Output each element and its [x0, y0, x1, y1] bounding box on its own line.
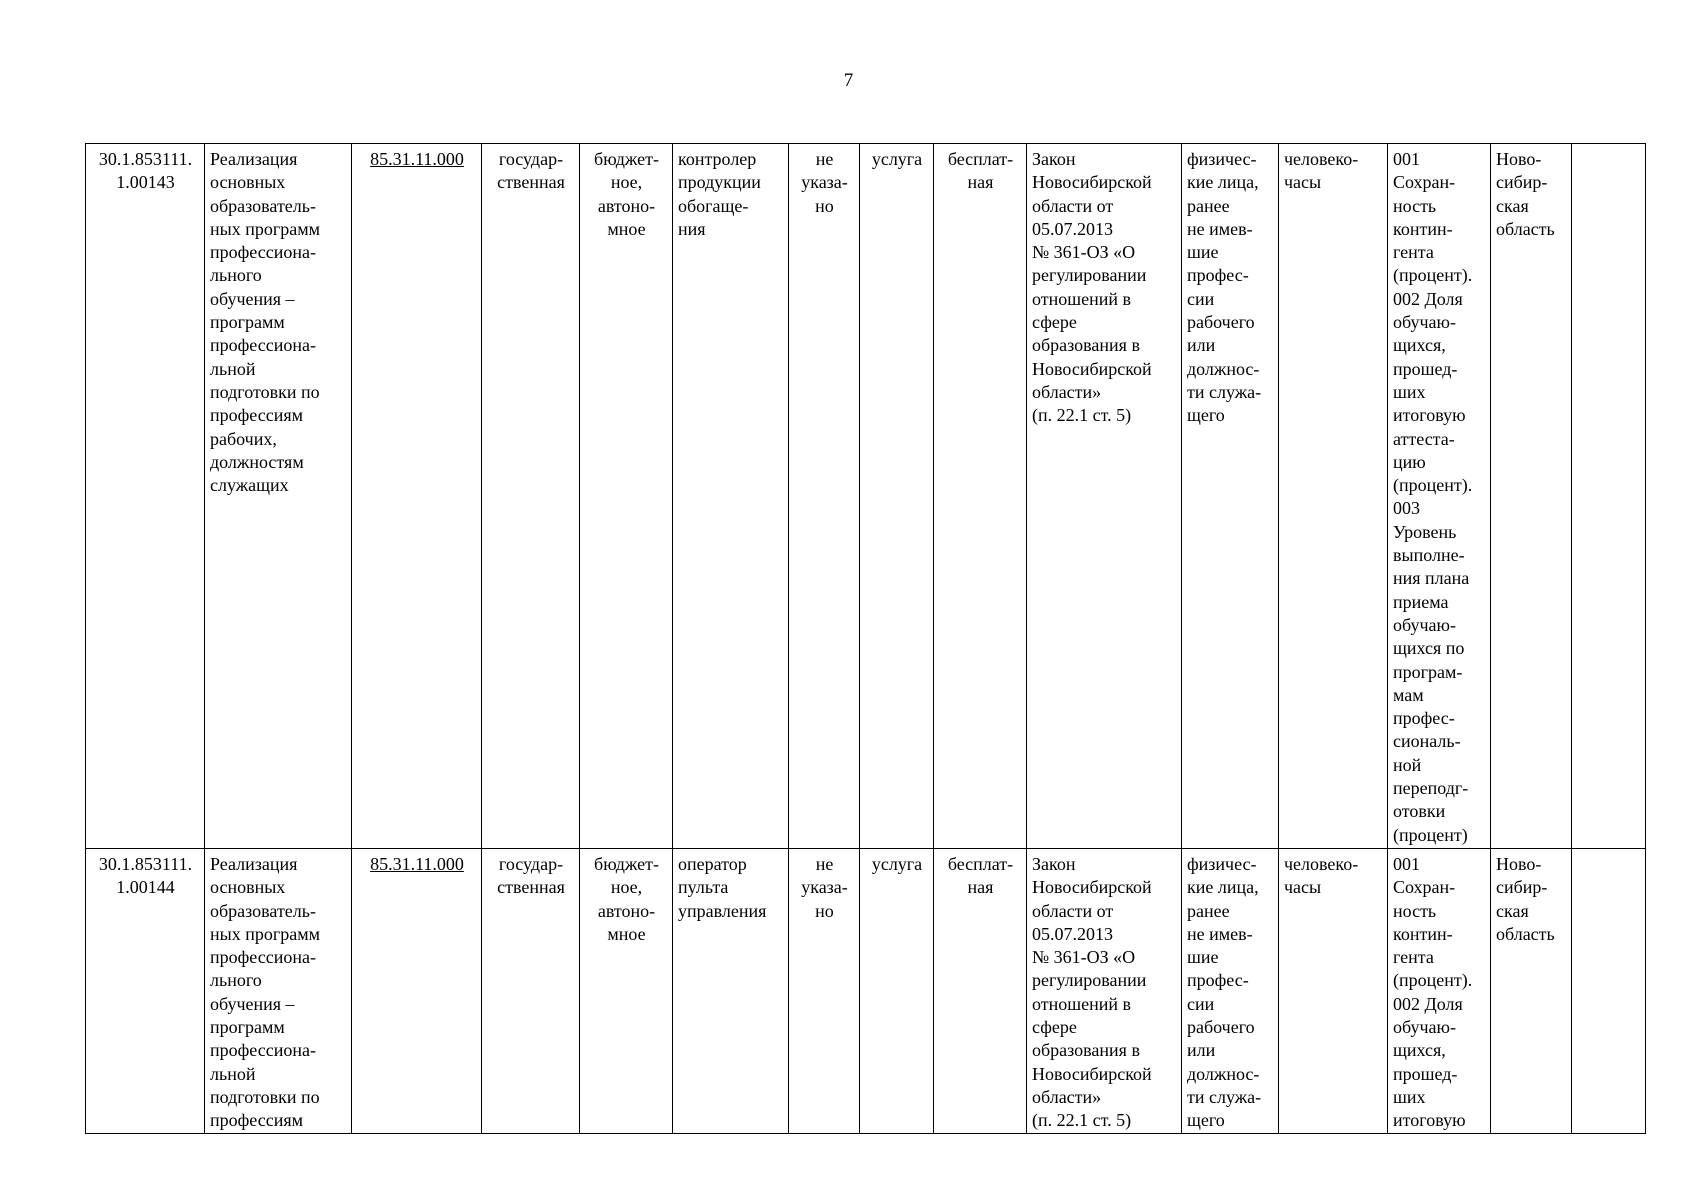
legal-basis-cell: Закон Новосибирской области от 05.07.2013 № 361-ОЗ «О регулировании отношений в сфере образования в Новосибирской области» (п. 22.1 ст. 5) — [1027, 849, 1182, 1134]
payment-cell: бесплат- ная — [934, 849, 1027, 1134]
kind-cell: услуга — [860, 144, 934, 849]
profession-cell: оператор пульта управления — [673, 849, 789, 1134]
okpd-code-link[interactable]: 85.31.11.000 — [370, 149, 464, 169]
service-name-cell: Реализация основных образователь- ных программ профессиона- льного обучения – программ профессиона- льной подготовки по профессиям — [205, 849, 352, 1134]
ownership-cell: государ- ственная — [482, 849, 580, 1134]
profession-cell: контролер продукции обогаще- ния — [673, 144, 789, 849]
table-row — [86, 144, 1646, 849]
volume-unit-cell: человеко- часы — [1279, 144, 1388, 849]
registry-code-cell: 30.1.853111. 1.00144 — [86, 849, 205, 1134]
okpd-code-cell — [352, 144, 482, 849]
payment-cell: бесплат- ная — [934, 144, 1027, 849]
consumers-cell: физичес- кие лица, ранее не имев- шие профес- сии рабочего или должнос- ти служа- щего — [1182, 849, 1279, 1134]
institution-type-cell: бюджет- ное, автоно- мное — [580, 849, 673, 1134]
okpd-code-link[interactable]: 85.31.11.000 — [370, 854, 464, 874]
services-registry-table — [85, 143, 1646, 1134]
volume-unit-cell: человеко- часы — [1279, 849, 1388, 1134]
kind-cell: услуга — [860, 849, 934, 1134]
specification-cell: не указа- но — [789, 144, 860, 849]
extra-cell — [1572, 849, 1646, 1134]
quality-indicators-cell: 001 Сохран- ность контин- гента (процент). 002 Доля обучаю- щихся, прошед- ших итоговую — [1388, 849, 1491, 1134]
table-row — [86, 849, 1646, 1134]
territory-cell: Ново- сибир- ская область — [1491, 849, 1572, 1134]
legal-basis-cell: Закон Новосибирской области от 05.07.2013 № 361-ОЗ «О регулировании отношений в сфере образования в Новосибирской области» (п. 22.1 ст. 5) — [1027, 144, 1182, 849]
ownership-cell: государ- ственная — [482, 144, 580, 849]
okpd-code-cell — [352, 849, 482, 1134]
institution-type-cell: бюджет- ное, автоно- мное — [580, 144, 673, 849]
registry-code-cell: 30.1.853111. 1.00143 — [86, 144, 205, 849]
extra-cell — [1572, 144, 1646, 849]
page-number: 7 — [843, 70, 854, 91]
quality-indicators-cell: 001 Сохран- ность контин- гента (процент). 002 Доля обучаю- щихся, прошед- ших итоговую аттеста- цию (процент). 003 Уровень выполне- ния плана приема обучаю- щихся по програм- мам профес- сиональ- ной переподг- отовки (процент) — [1388, 144, 1491, 849]
service-name-cell: Реализация основных образователь- ных программ профессиона- льного обучения – программ профессиона- льной подготовки по профессиям рабочих, должностям служащих — [205, 144, 352, 849]
consumers-cell: физичес- кие лица, ранее не имев- шие профес- сии рабочего или должнос- ти служа- щего — [1182, 144, 1279, 849]
specification-cell: не указа- но — [789, 849, 860, 1134]
territory-cell: Ново- сибир- ская область — [1491, 144, 1572, 849]
